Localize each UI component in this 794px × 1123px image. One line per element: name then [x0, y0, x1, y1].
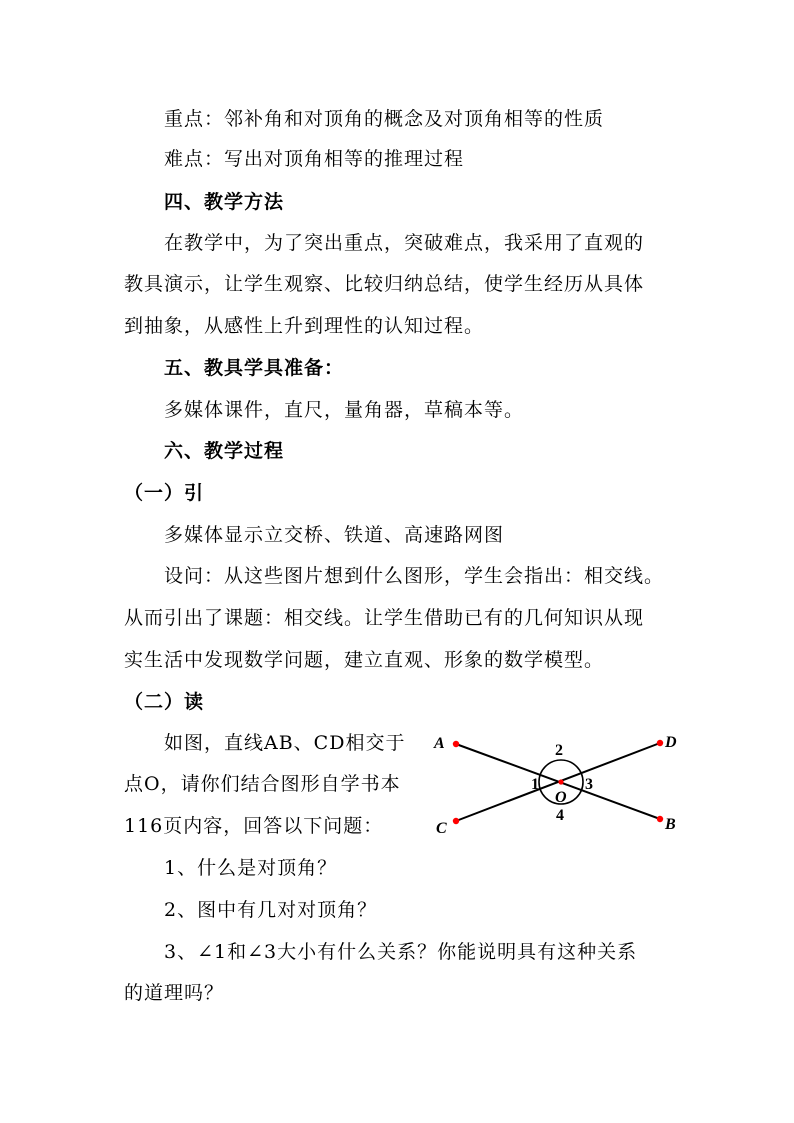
tools-paragraph: 多媒体课件，直尺，量角器，草稿本等。	[164, 399, 525, 421]
label-point-o: O	[555, 789, 567, 806]
intro-paragraph-line-3: 从而引出了课题：相交线。让学生借助已有的几何知识从现	[124, 607, 645, 629]
intro-paragraph-line-4: 实生活中发现数学问题，建立直观、形象的数学模型。	[124, 649, 605, 671]
label-point-d: D	[665, 734, 677, 751]
key-point-line: 重点：邻补角和对顶角的概念及对顶角相等的性质	[164, 108, 605, 130]
label-angle-3: 3	[585, 776, 593, 793]
difficulty-line: 难点：写出对顶角相等的推理过程	[164, 148, 465, 170]
question-1: 1、什么是对顶角？	[164, 857, 338, 879]
method-paragraph-line-3: 到抽象，从感性上升到理性的认知过程。	[124, 315, 485, 337]
intro-paragraph-line-2: 设问：从这些图片想到什么图形，学生会指出：相交线。	[164, 565, 665, 587]
question-3-line-1: 3、∠1和∠3大小有什么关系？你能说明具有这种关系	[164, 941, 638, 963]
label-angle-2: 2	[555, 742, 563, 759]
question-2: 2、图中有几对对顶角？	[164, 899, 378, 921]
point-c-dot	[453, 818, 459, 824]
label-angle-1: 1	[531, 776, 539, 793]
point-b-dot	[657, 816, 663, 822]
label-point-b: B	[665, 816, 676, 833]
read-paragraph-line-3: 116页内容，回答以下问题：	[124, 815, 384, 837]
section-heading-process: 六、教学过程	[164, 440, 285, 462]
question-3-line-2: 的道理吗？	[124, 982, 225, 1004]
intersecting-lines-figure	[428, 722, 688, 844]
label-point-a: A	[434, 735, 445, 752]
label-angle-4: 4	[556, 807, 564, 824]
point-d-dot	[657, 740, 663, 746]
point-a-dot	[453, 741, 459, 747]
method-paragraph-line-2: 教具演示，让学生观察、比较归纳总结，使学生经历从具体	[124, 273, 645, 295]
intro-paragraph-line-1: 多媒体显示立交桥、铁道、高速路网图	[164, 524, 505, 546]
label-point-c: C	[436, 820, 447, 837]
section-heading-tools: 五、教具学具准备：	[164, 357, 345, 379]
point-o-dot	[558, 779, 563, 784]
method-paragraph-line-1: 在教学中，为了突出重点，突破难点，我采用了直观的	[164, 232, 645, 254]
subsection-heading-intro: （一）引	[124, 482, 205, 504]
read-paragraph-line-1: 如图，直线AB、CD相交于	[164, 732, 406, 754]
subsection-heading-read: （二）读	[124, 691, 205, 713]
section-heading-method: 四、教学方法	[164, 191, 285, 213]
read-paragraph-line-2: 点O，请你们结合图形自学书本	[124, 773, 401, 795]
